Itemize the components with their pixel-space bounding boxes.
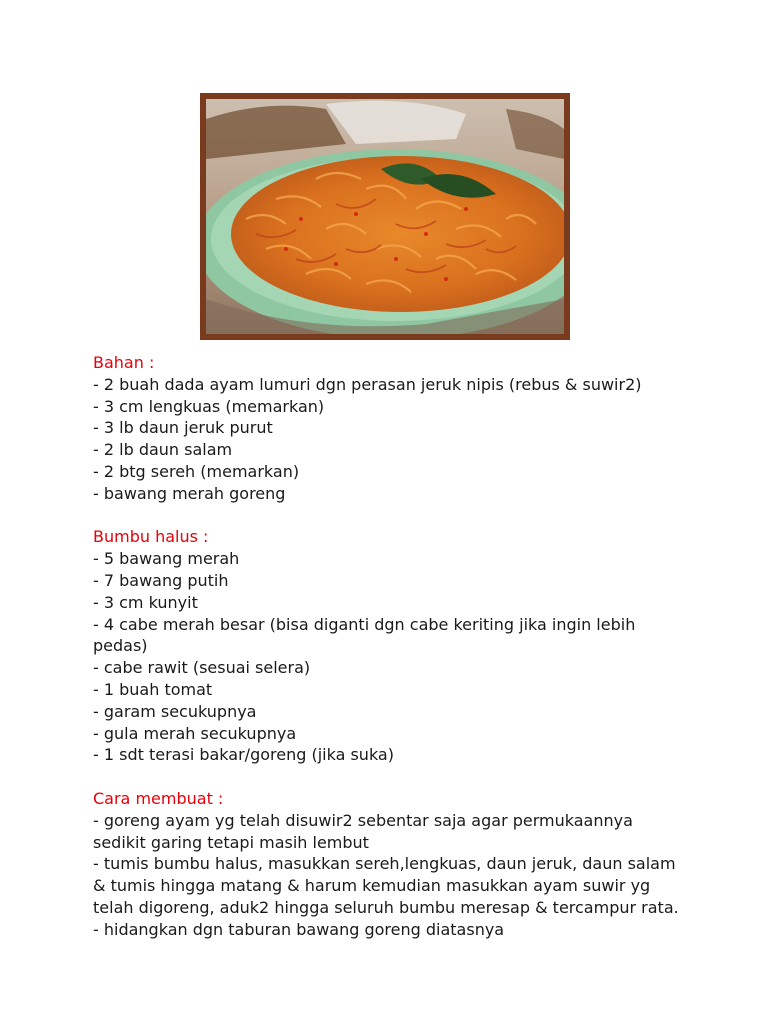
- list-item: - gula merah secukupnya: [93, 723, 297, 743]
- list-item: - bawang merah goreng: [93, 483, 286, 503]
- list-item: - 3 cm lengkuas (memarkan): [93, 396, 325, 416]
- list-item: - 1 buah tomat: [93, 679, 213, 699]
- list-item: - 1 sdt terasi bakar/goreng (jika suka): [93, 745, 394, 765]
- cara-heading: Cara membuat :: [93, 788, 224, 808]
- list-item: - tumis bumbu halus, masukkan sereh,lengkuas, daun jeruk, daun salam & tumis hingga matang & harum kemudian masukkan ayam suwir yg telah digoreng, aduk2 hingga seluruh bumbu meresap & tercampur rata.: [93, 854, 679, 917]
- list-item: - 2 btg sereh (memarkan): [93, 461, 300, 481]
- list-item: - 5 bawang merah: [93, 549, 240, 569]
- list-item: - garam secukupnya: [93, 701, 257, 721]
- list-item: - 7 bawang putih: [93, 570, 229, 590]
- list-item: - hidangkan dgn taburan bawang goreng diatasnya: [93, 919, 505, 939]
- list-item: - 3 cm kunyit: [93, 592, 198, 612]
- list-item: - 3 lb daun jeruk purut: [93, 418, 273, 438]
- cara-list: [93, 810, 693, 941]
- bahan-list: [93, 374, 693, 505]
- bumbu-list: [93, 548, 693, 766]
- shredded-chicken-image: [206, 99, 564, 334]
- bahan-heading: Bahan :: [93, 353, 155, 372]
- recipe-photo: [200, 93, 570, 340]
- list-item: - goreng ayam yg telah disuwir2 sebentar saja agar permukaannya sedikit garing tetapi masih lembut: [93, 810, 633, 852]
- list-item: - 2 lb daun salam: [93, 440, 233, 460]
- bumbu-heading: Bumbu halus :: [93, 527, 209, 547]
- list-item: - cabe rawit (sesuai selera): [93, 658, 311, 678]
- list-item: - 4 cabe merah besar (bisa diganti dgn cabe keriting jika ingin lebih pedas): [93, 614, 636, 656]
- list-item: - 2 buah dada ayam lumuri dgn perasan jeruk nipis (rebus & suwir2): [93, 374, 642, 394]
- recipe-text: [93, 352, 693, 941]
